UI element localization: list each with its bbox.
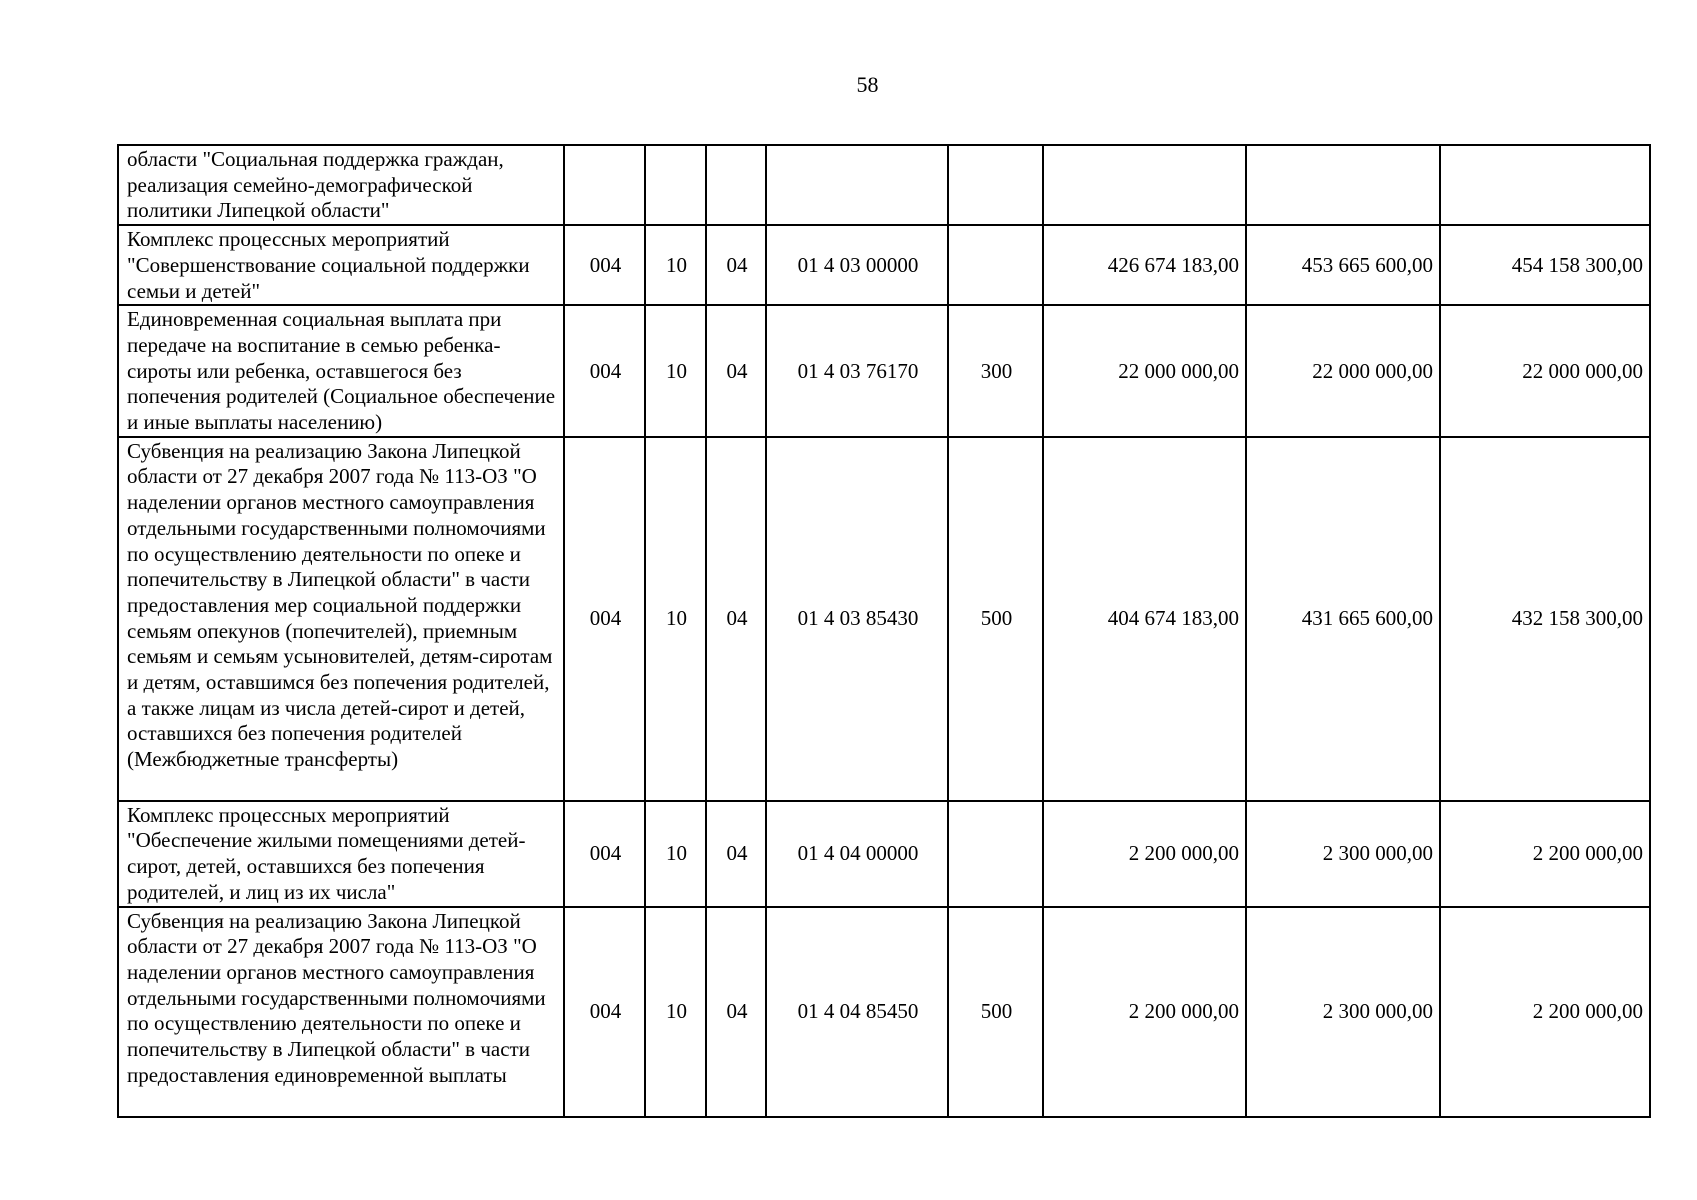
table-row — [118, 305, 1650, 437]
row-subsection-code: 04 — [706, 225, 766, 305]
table-row — [118, 907, 1650, 1117]
row-subsection-code: 04 — [706, 305, 766, 437]
row-expense-type — [948, 801, 1043, 907]
row-amount-2: 2 300 000,00 — [1246, 801, 1440, 907]
page-number: 58 — [856, 72, 879, 97]
row-target-article — [766, 145, 948, 225]
row-amount-1: 404 674 183,00 — [1043, 437, 1246, 801]
row-subsection-code: 04 — [706, 801, 766, 907]
row-amount-3 — [1440, 145, 1650, 225]
row-target-article: 01 4 03 00000 — [766, 225, 948, 305]
row-target-article: 01 4 04 85450 — [766, 907, 948, 1117]
table-row — [118, 145, 1650, 225]
row-amount-1 — [1043, 145, 1246, 225]
row-description: Комплекс процессных мероприятий "Обеспечение жилыми помещениями детей-сирот, детей, оставшихся без попечения родителей, и лиц из их числа" — [118, 801, 564, 907]
row-expense-type — [948, 145, 1043, 225]
row-target-article: 01 4 04 00000 — [766, 801, 948, 907]
row-amount-2: 431 665 600,00 — [1246, 437, 1440, 801]
row-section-code: 10 — [645, 305, 706, 437]
row-amount-3: 2 200 000,00 — [1440, 801, 1650, 907]
row-amount-3: 2 200 000,00 — [1440, 907, 1650, 1117]
row-subsection-code: 04 — [706, 437, 766, 801]
row-description: Комплекс процессных мероприятий "Совершенствование социальной поддержки семьи и детей" — [118, 225, 564, 305]
budget-table — [117, 144, 1651, 1118]
table-row — [118, 437, 1650, 801]
row-expense-type — [948, 225, 1043, 305]
row-expense-type: 500 — [948, 437, 1043, 801]
row-subsection-code: 04 — [706, 907, 766, 1117]
table-row — [118, 801, 1650, 907]
table-row — [118, 225, 1650, 305]
row-amount-2: 22 000 000,00 — [1246, 305, 1440, 437]
row-description: Единовременная социальная выплата при передаче на воспитание в семью ребенка-сироты или ребенка, оставшегося без попечения родителей (Социальное обеспечение и иные выплаты населению) — [118, 305, 564, 437]
row-ministry-code — [564, 145, 645, 225]
row-section-code: 10 — [645, 437, 706, 801]
row-amount-2: 453 665 600,00 — [1246, 225, 1440, 305]
row-expense-type: 300 — [948, 305, 1043, 437]
row-amount-2 — [1246, 145, 1440, 225]
row-section-code: 10 — [645, 907, 706, 1117]
row-amount-1: 2 200 000,00 — [1043, 907, 1246, 1117]
row-description: Субвенция на реализацию Закона Липецкой области от 27 декабря 2007 года № 113-ОЗ "О наделении органов местного самоуправления отдельными государственными полномочиями по осуществлению деятельности по опеке и попечительству в Липецкой области" в части предоставления единовременной выплаты — [118, 907, 564, 1117]
row-section-code: 10 — [645, 801, 706, 907]
row-ministry-code: 004 — [564, 305, 645, 437]
row-expense-type: 500 — [948, 907, 1043, 1117]
row-target-article: 01 4 03 85430 — [766, 437, 948, 801]
row-amount-2: 2 300 000,00 — [1246, 907, 1440, 1117]
row-ministry-code: 004 — [564, 801, 645, 907]
row-amount-1: 426 674 183,00 — [1043, 225, 1246, 305]
row-amount-3: 432 158 300,00 — [1440, 437, 1650, 801]
row-ministry-code: 004 — [564, 437, 645, 801]
row-amount-3: 454 158 300,00 — [1440, 225, 1650, 305]
row-section-code — [645, 145, 706, 225]
row-description: области "Социальная поддержка граждан, реализация семейно-демографической политики Липецкой области" — [118, 145, 564, 225]
row-description: Субвенция на реализацию Закона Липецкой области от 27 декабря 2007 года № 113-ОЗ "О наделении органов местного самоуправления отдельными государственными полномочиями по осуществлению деятельности по опеке и попечительству в Липецкой области" в части предоставления мер социальной поддержки семьям опекунов (попечителей), приемным семьям и семьям усыновителей, детям-сиротам и детям, оставшимся без попечения родителей, а также лицам из числа детей-сирот и детей, оставшихся без попечения родителей (Межбюджетные трансферты) — [118, 437, 564, 801]
row-ministry-code: 004 — [564, 225, 645, 305]
row-amount-1: 22 000 000,00 — [1043, 305, 1246, 437]
row-subsection-code — [706, 145, 766, 225]
row-ministry-code: 004 — [564, 907, 645, 1117]
row-amount-3: 22 000 000,00 — [1440, 305, 1650, 437]
row-target-article: 01 4 03 76170 — [766, 305, 948, 437]
row-amount-1: 2 200 000,00 — [1043, 801, 1246, 907]
row-section-code: 10 — [645, 225, 706, 305]
